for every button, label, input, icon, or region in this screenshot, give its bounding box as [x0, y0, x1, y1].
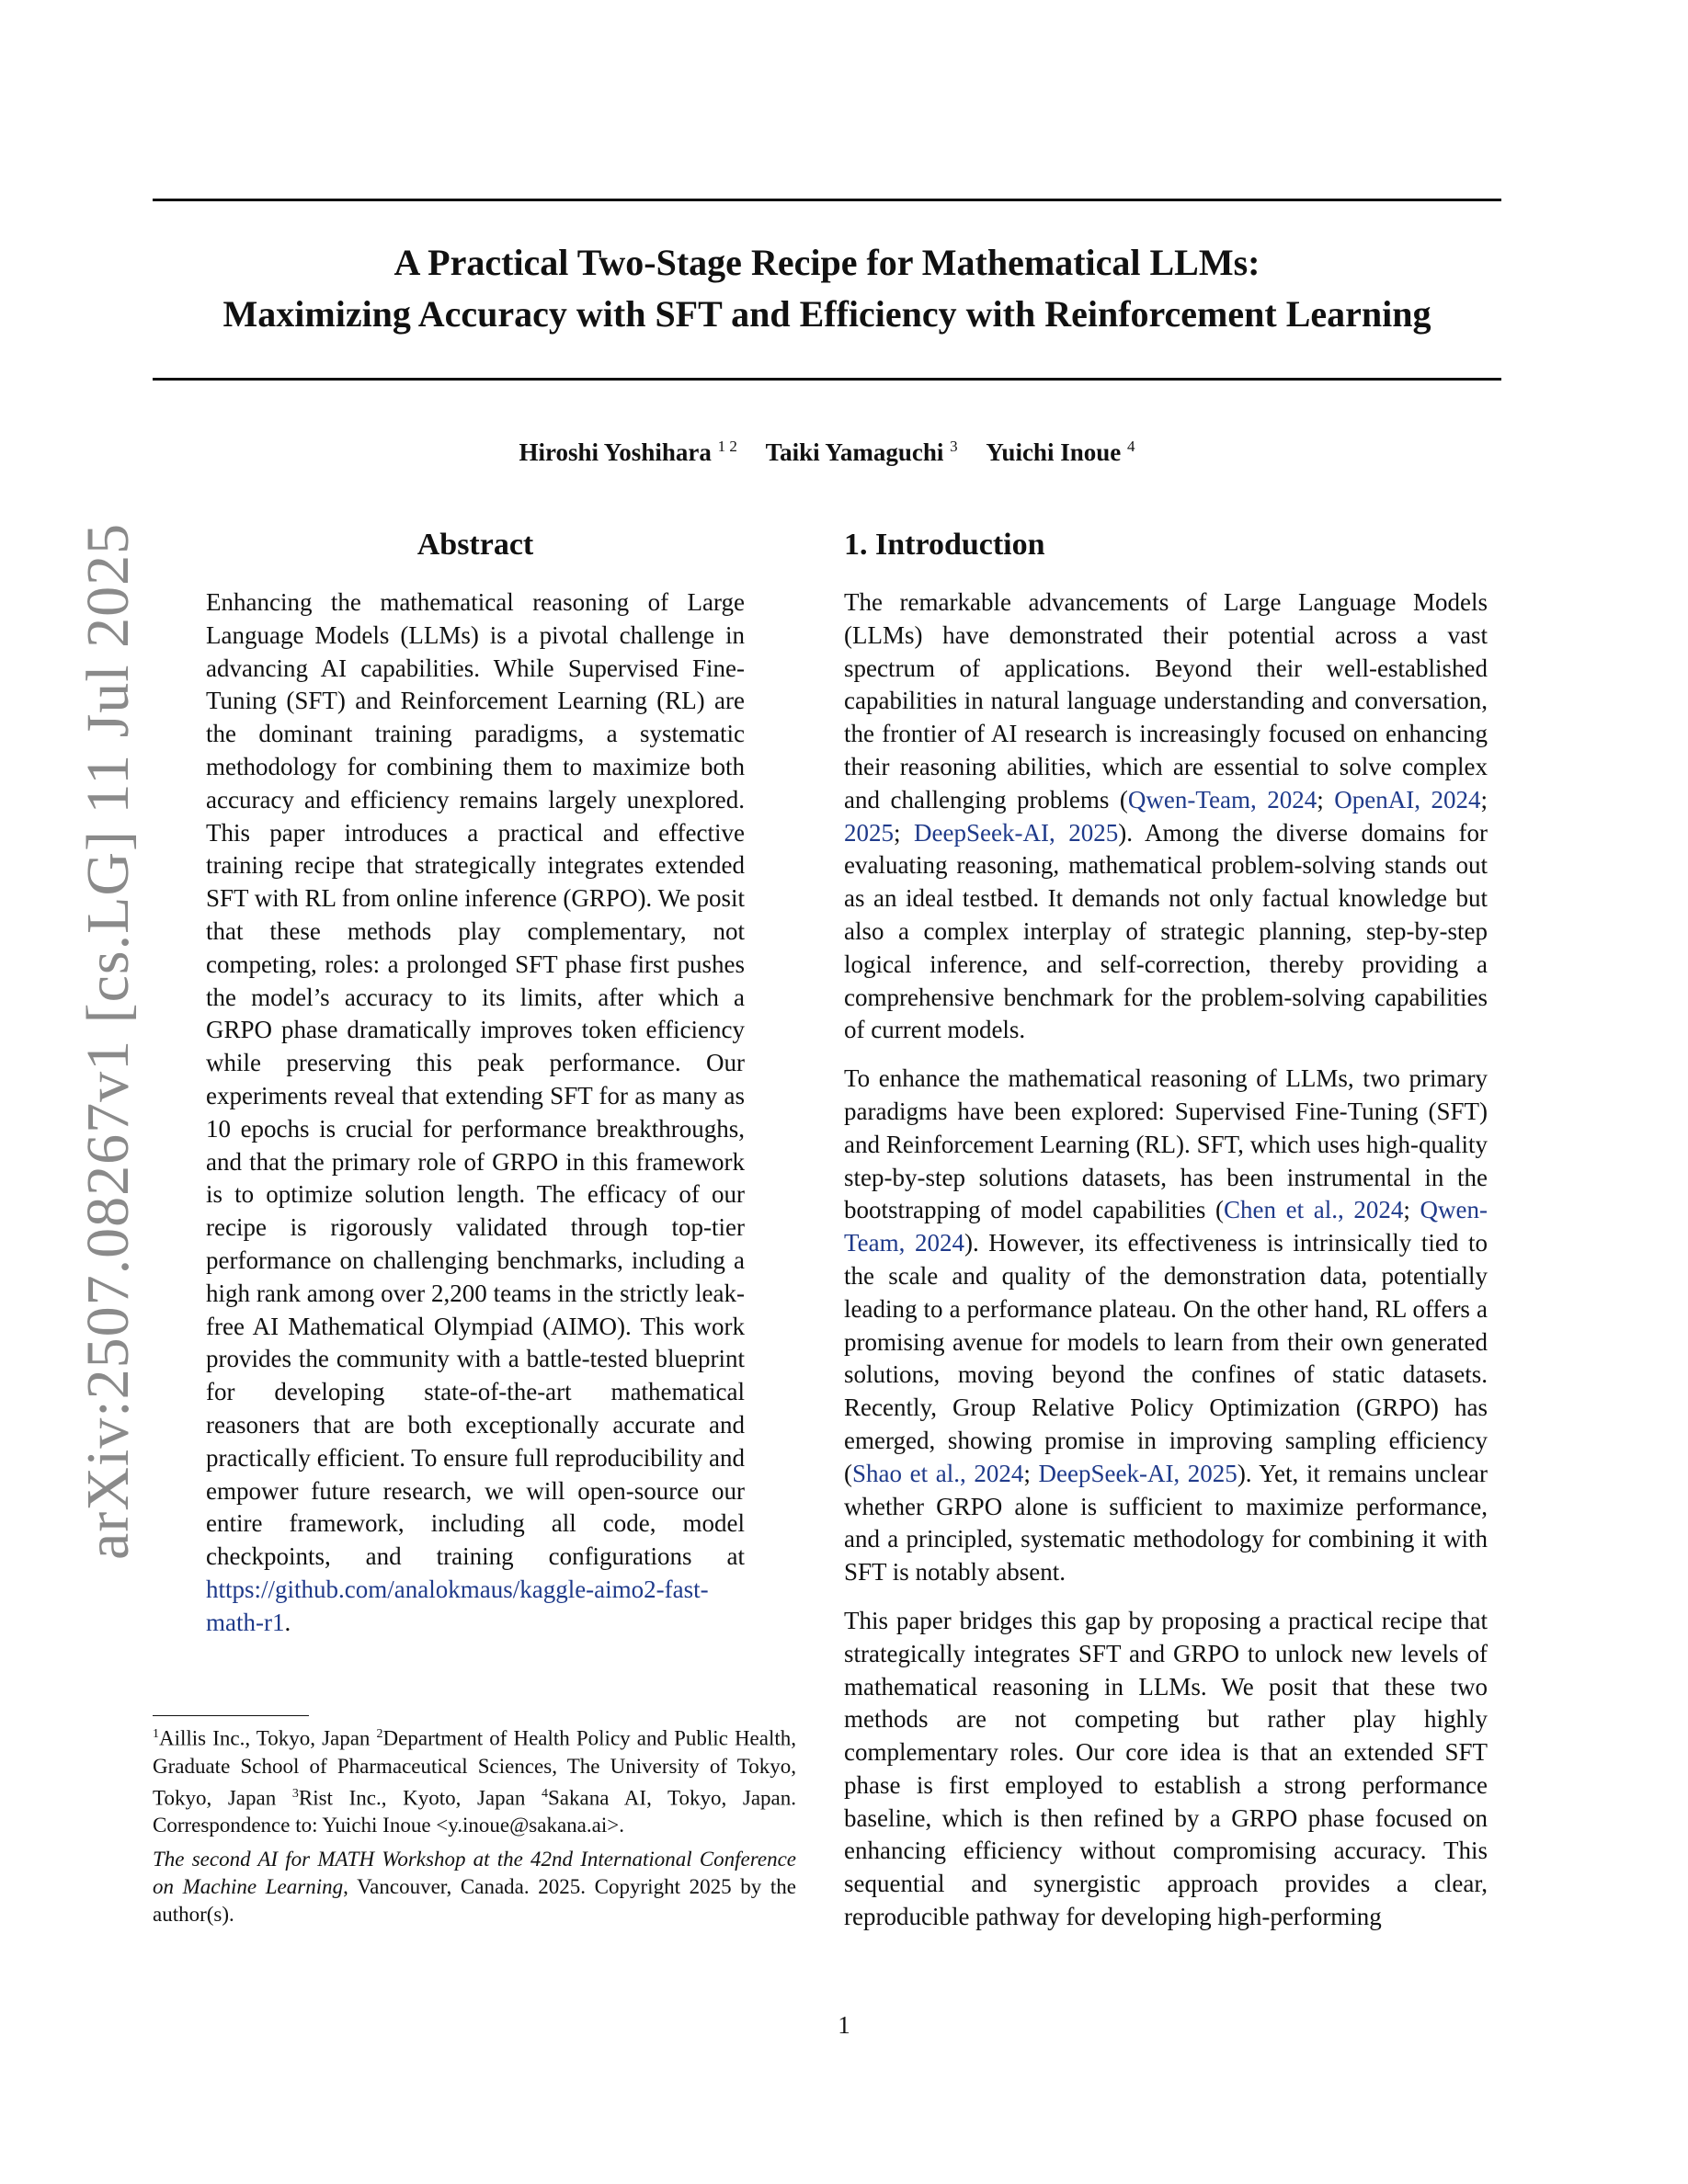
- intro-text: ). However, its effectiveness is intrinsically tied to the scale and quality of the demonstration data, potentially leading to a performance plateau. On the other hand, RL offers a promising avenue for models to learn from their own generated solutions, moving beyond the confines of static datasets. Recently, Group Relative Policy Optimization (GRPO) has emerged, showing promise in improving sampling efficiency (: [844, 1229, 1488, 1487]
- abstract-text: [206, 586, 745, 1640]
- footnote-mark: 4: [542, 1786, 548, 1801]
- footnote-mark: 3: [291, 1786, 299, 1801]
- author-name: Taiki Yamaguchi: [765, 438, 944, 466]
- footnote-rule: [153, 1715, 309, 1716]
- title-rule-top: [153, 199, 1501, 201]
- author-affiliation: 4: [1126, 438, 1135, 455]
- footnote-text: Department of Health Policy and Public Health, Graduate School of Pharmaceutical Sciences, The University of Tokyo, Tokyo, Japan: [153, 1726, 797, 1810]
- footnote-text: Sakana AI, Tokyo, Japan. Correspondence to: Yuichi Inoue <y.inoue@sakana.ai>.: [153, 1786, 797, 1837]
- introduction-heading: 1. Introduction: [844, 528, 1045, 562]
- author-list: [153, 438, 1501, 467]
- author-affiliation: 3: [950, 438, 958, 455]
- arxiv-stamp: arXiv:2507.08267v1 [cs.LG] 11 Jul 2025: [74, 522, 142, 1560]
- citation-link[interactable]: Qwen-Team, 2024: [1127, 785, 1317, 813]
- title-line-2: Maximizing Accuracy with SFT and Efficiency with Reinforcement Learning: [222, 293, 1431, 335]
- intro-paragraph-3: This paper bridges this gap by proposing a practical recipe that strategically integrates SFT and GRPO to unlock new levels of mathematical reasoning in LLMs. We posit that these two methods are not competing but rather play highly complementary roles. Our core idea is that an extended SFT phase is first employed to establish a strong performance baseline, which is then refined by a GRPO phase focused on enhancing efficiency without compromising accuracy. This sequential and synergistic approach provides a clear, reproducible pathway for developing high-performing: [844, 1606, 1488, 1931]
- footnote-mark: 2: [376, 1727, 383, 1741]
- intro-paragraph-1: The remarkable advancements of Large Language Models (LLMs) have demonstrated their potential across a vast spectrum of applications. Beyond their well-established capabilities in natural language understanding and conversation, the frontier of AI research is increasingly focused on enhancing their reasoning abilities, which are essential to solve complex and challenging problems (Qwen-Team, 2024; OpenAI, 2024; 2025; DeepSeek-AI, 2025). Among the diverse domains for evaluating reasoning, mathematical problem-solving stands out as an ideal testbed. It demands not only factual knowledge but also a complex interplay of strategic planning, step-by-step logical inference, and self-correction, thereby providing a comprehensive benchmark for the problem-solving capabilities of current models.: [844, 588, 1488, 1044]
- citation-link[interactable]: DeepSeek-AI, 2025: [1038, 1459, 1237, 1487]
- footnote-text: Aillis Inc., Tokyo, Japan: [159, 1726, 377, 1750]
- paper-title: [153, 237, 1501, 340]
- author: [766, 438, 958, 466]
- footnote-text: Rist Inc., Kyoto, Japan: [298, 1786, 542, 1810]
- intro-text: The remarkable advancements of Large Language Models (LLMs) have demonstrated their potential across a vast spectrum of applications. Beyond their well-established capabilities in natural language understanding and conversation, the frontier of AI research is increasingly focused on enhancing their reasoning abilities, which are essential to solve complex and challenging problems (: [844, 588, 1488, 813]
- intro-text: ). Yet, it remains unclear whether GRPO alone is sufficient to maximize performance, and a principled, systematic methodology for combining it with SFT is notably absent.: [844, 1459, 1488, 1587]
- footnote-mark: 1: [153, 1727, 159, 1741]
- title-rule-bottom: [153, 378, 1501, 381]
- introduction-section: [844, 524, 1488, 1950]
- citation-link[interactable]: Chen et al., 2024: [1223, 1196, 1404, 1224]
- abstract-section: [206, 524, 745, 1640]
- title-line-1: A Practical Two-Stage Recipe for Mathematical LLMs:: [393, 242, 1260, 283]
- citation-link[interactable]: Shao et al., 2024: [852, 1459, 1024, 1487]
- abstract-end: .: [284, 1608, 291, 1636]
- author-affiliation: 1 2: [717, 438, 737, 455]
- github-link[interactable]: https://github.com/analokmaus/kaggle-aimo2-fast-math-r1: [206, 1575, 709, 1636]
- author-name: Hiroshi Yoshihara: [519, 438, 712, 466]
- workshop-note: [153, 1846, 796, 1928]
- intro-text: To enhance the mathematical reasoning of LLMs, two primary paradigms have been explored: Supervised Fine-Tuning (SFT) and Reinforcement Learning (RL). SFT, which uses high-quality step-by-step solutions datasets, has been instrumental in the bootstrapping of model capabilities (: [844, 1064, 1488, 1224]
- citation-link[interactable]: 2025: [844, 818, 894, 847]
- author-name: Yuichi Inoue: [986, 438, 1122, 466]
- abstract-body: Enhancing the mathematical reasoning of Large Language Models (LLMs) is a pivotal challenge in advancing AI capabilities. While Supervised Fine-Tuning (SFT) and Reinforcement Learning (RL) are the dominant training paradigms, a systematic methodology for combining them to maximize both accuracy and efficiency remains largely unexplored. This paper introduces a practical and effective training recipe that strategically integrates extended SFT with RL from online inference (GRPO). We posit that these methods play complementary, not competing, roles: a prolonged SFT phase first pushes the model’s accuracy to its limits, after which a GRPO phase dramatically improves token efficiency while preserving this peak performance. Our experiments reveal that extending SFT for as many as 10 epochs is crucial for performance breakthroughs, and that the primary role of GRPO in this framework is to optimize solution length. The efficacy of our recipe is rigorously validated through top-tier performance on challenging benchmarks, including a high rank among over 2,200 teams in the strictly leak-free AI Mathematical Olympiad (AIMO). This work provides the community with a battle-tested blueprint for developing state-of-the-art mathematical reasoners that are both exceptionally accurate and practically efficient. To ensure full reproducibility and empower future research, we will open-source our entire framework, including all code, model checkpoints, and training configurations at: [206, 588, 746, 1571]
- citation-link[interactable]: Qwen-Team, 2024: [844, 1196, 1488, 1257]
- citation-link[interactable]: OpenAI, 2024: [1334, 785, 1481, 813]
- affiliation-footnotes: [153, 1721, 796, 1839]
- page-number: 1: [838, 2011, 850, 2039]
- author: [519, 438, 737, 466]
- workshop-copyright: , Vancouver, Canada. 2025. Copyright 2025 by the author(s).: [153, 1875, 796, 1926]
- citation-link[interactable]: DeepSeek-AI, 2025: [914, 818, 1119, 847]
- abstract-heading: Abstract: [416, 528, 534, 562]
- author: [986, 438, 1135, 466]
- workshop-venue: The second AI for MATH Workshop at the 42nd International Conference on Machine Learning: [153, 1848, 796, 1898]
- intro-paragraph-2: To enhance the mathematical reasoning of LLMs, two primary paradigms have been explored: Supervised Fine-Tuning (SFT) and Reinforcement Learning (RL). SFT, which uses high-quality step-by-step solutions datasets, has been instrumental in the bootstrapping of model capabilities (Chen et al., 2024; Qwen-Team, 2024). However, its effectiveness is intrinsically tied to the scale and quality of the demonstration data, potentially leading to a performance plateau. On the other hand, RL offers a promising avenue for models to learn from their own generated solutions, moving beyond the confines of static datasets. Recently, Group Relative Policy Optimization (GRPO) has emerged, showing promise in improving sampling efficiency (Shao et al., 2024; DeepSeek-AI, 2025). Yet, it remains unclear whether GRPO alone is sufficient to maximize performance, and a principled, systematic methodology for combining it with SFT is notably absent.: [844, 1064, 1488, 1587]
- intro-text: ). Among the diverse domains for evaluating reasoning, mathematical problem-solving stands out as an ideal testbed. It demands not only factual knowledge but also a complex interplay of strategic planning, step-by-step logical inference, and self-correction, thereby providing a comprehensive benchmark for the problem-solving capabilities of current models.: [844, 818, 1488, 1044]
